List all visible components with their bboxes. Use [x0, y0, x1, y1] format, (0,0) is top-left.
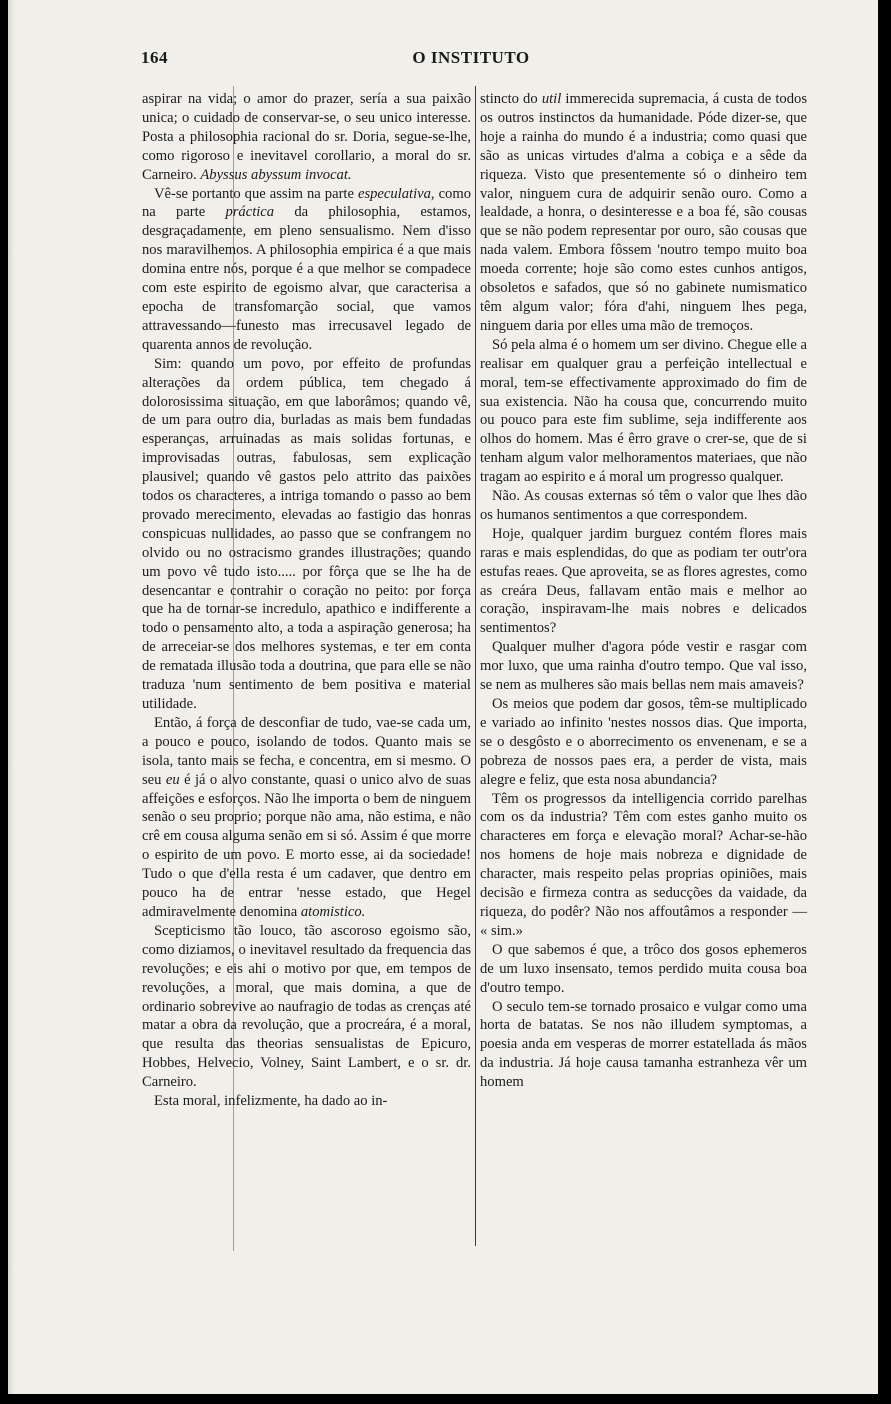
text-run: O seculo tem-se tornado prosaico e vulgar como uma horta de batatas. Se nos não illudem symptomas, a poesia anda em vesperas de morrer estatellada ás mãos da industria. Já hoje causa tamanha estranheza vêr um homem — [480, 998, 807, 1091]
column-divider — [475, 86, 476, 1246]
italic-text: Abyssus abyssum invocat. — [200, 166, 352, 183]
book-page — [8, 0, 878, 1394]
paragraph — [480, 638, 807, 695]
paragraph — [480, 336, 807, 487]
text-run: Só pela alma é o homem um ser divino. Chegue elle a realisar em qualquer grau a perfeição intellectual e moral, tem-se effectivamente approximado do fim de sua existencia. Não ha cousa que, concurrendo muito ou pouco para este fim sublime, seja indifferente aos olhos do homem. Mas é êrro grave o crer-se, que de si tenham algum valor melhoramentos materiaes, que não tragam ao espirito e á moral um progresso qualquer. — [480, 336, 807, 486]
italic-text: especulativa, — [357, 185, 435, 202]
italic-text: práctica — [225, 204, 275, 221]
paragraph — [142, 714, 471, 922]
text-run: Não. As cousas externas só têm o valor que lhes dão os humanos sentimentos a que correspondem. — [480, 488, 807, 523]
paragraph — [480, 941, 807, 998]
paragraph — [480, 695, 807, 790]
paragraph — [480, 90, 807, 336]
paragraph — [142, 922, 471, 1092]
paragraph — [480, 525, 807, 638]
text-run: Esta moral, infelizmente, ha dado ao in- — [154, 1093, 388, 1110]
paragraph — [142, 185, 471, 355]
running-header — [141, 48, 801, 74]
text-run: como na parte — [142, 185, 471, 221]
paragraph — [480, 790, 807, 941]
italic-text: util — [541, 91, 562, 107]
running-title: O INSTITUTO — [412, 48, 530, 67]
text-run: Scepticismo tão louco, tão ascoroso egoismo são, como diziamos, o inevitavel resultado da frequencia das revoluções; e eis ahi o motivo por que, em tempos de revoluções, a moral, que mais domina, a que de ordinario sobrevive ao naufragio de todas as crenças até matar a obra da revolução, que a procreára, é a moral, que resulta das theorias sensualistas de Epicuro, Hobbes, Helvecio, Volney, Saint Lambert, e o sr. dr. Carneiro. — [142, 922, 471, 1091]
text-run: O que sabemos é que, a trôco dos gosos ephemeros de um luxo insensato, temos perdido muita cousa boa d'outro tempo. — [480, 941, 807, 996]
page-edge-shadow — [8, 0, 14, 1394]
text-run: Sim: quando um povo, por effeito de profundas alterações da ordem pública, tem chegado á dolorosissima situação, em que laborâmos; quando vê, de um para outro dia, burladas as mais bem fundadas esperanças, arruinadas as mais solidas fortunas, e improvisadas outras, fabulosas, sem explicação plausivel; quando vê gastos pelo attrito das paixões todos os characteres, a intriga tomando o passo ao bem provado merecimento, elevadas ao fastigio das honras conspicuas nullidades, ao passo que se confrangem no olvido ou no ostracismo grandes illustrações; quando um povo vê tudo isto..... por fôrça que se lhe ha de desencantar e contrahir o coração no peito: por força que ha de tornar-se incredulo, apathico e indifferente a todo o pensamento alto, a toda a aspiração generosa; ha de arreceiar-se dos melhores systemas, e ter em conta de rematada illusão toda a doutrina, que para elle se não traduza 'num sentimento de bem positiva e material utilidade. — [142, 355, 471, 712]
italic-text: atomistico. — [300, 903, 366, 920]
right-column — [480, 90, 807, 1092]
text-run: immerecida supremacia, á custa de todos os outros instinctos da humanidade. Póde dizer-se, que hoje a rainha do mundo é a industria; como quasi que são as unicas virtudes d'alma a cobiça e a sêde da riqueza. Visto que presentemente só o dinheiro tem valor, ninguem cura de adquirir senão ouro. Como a lealdade, a honra, o desinteresse e a boa fé, são cousas que se não podem representar por ouro, são cousas que nada valem. Embora fôssem 'noutro tempo muito boa moeda corrente; hoje são como estes cunhos antigos, obsoletos e safados, que só no gabinete numismatico têm algum valor; fóra d'ahi, ninguem lhes pega, ninguem daria por elles uma mão de tremoços. — [480, 91, 807, 334]
paragraph — [142, 355, 471, 714]
paragraph — [142, 90, 471, 185]
paragraph — [142, 1092, 471, 1111]
italic-text: eu — [165, 771, 180, 788]
text-run: é já o alvo constante, quasi o unico alvo de suas affeições e esforços. Não lhe importa o bem de ninguem senão o seu proprio; porque não ama, não estima, e não crê em cousa alguma senão em si só. Assim é que morre o espirito de um povo. E morto esse, ai da sociedade! Tudo o que d'ella resta é um cadaver, que dentro em pouco ha de entrar 'nesse estado, que Hegel admiravelmente denomina — [142, 771, 471, 920]
text-run: Têm os progressos da intelligencia corrido parelhas com os da industria? Têm com estes ganho muito os characteres em força e elevação moral? Achar-se-hão nos homens de hoje mais nobreza e dignidade de character, mais respeito pelas proprias opiniões, mais decisão e firmeza contra as seducções da vaidade, da riqueza, do podêr? Não nos affoutâmos a responder — « sim.» — [480, 790, 807, 939]
text-run: stincto do — [480, 91, 542, 107]
text-run: Vê-se portanto que assim na parte — [154, 185, 358, 202]
text-run: Hoje, qualquer jardim burguez contém flores mais raras e mais esplendidas, do que as podiam ter outr'ora estufas reaes. Que aproveita, se as flores agrestes, como as creára Deus, fallavam então mais e melhor ao coração, inspiravam-lhe mais nobres e delicados sentimentos? — [480, 525, 807, 637]
left-column — [142, 90, 471, 1111]
text-run: da philosophia, estamos, desgraçadamente, em pleno sensualismo. Nem d'isso nos maravilhemos. A philosophia empirica é a que mais domina entre nós, porque é a que melhor se compadece com este espirito de egoismo alvar, que caracterisa a epocha de transfomarção social, que vamos attravessando—funesto mas irrecusavel legado de quarenta annos de revolução. — [142, 204, 471, 353]
text-run: aspirar na vida; o amor do prazer, sería a sua paixão unica; o cuidado de conservar-se, o seu unico interesse. Posta a philosophia racional do sr. Doria, segue-se-lhe, como rigoroso e inevitavel corollario, a moral do sr. Carneiro. — [142, 91, 471, 183]
page-number: 164 — [141, 48, 168, 67]
paragraph — [480, 998, 807, 1093]
text-run: Então, á força de desconfiar de tudo, vae-se cada um, a pouco e pouco, isolando de todos. Quanto mais se isola, tanto mais se fecha, e concentra, em si mesmo. O seu — [142, 714, 471, 788]
text-run: Os meios que podem dar gosos, têm-se multiplicado e variado ao infinito 'nestes nossos dias. Que importa, se o desgôsto e o aborrecimento os envenenam, e se a pobreza de nossos paes era, a perder de vista, mais alegre e feliz, que esta nosa abundancia? — [480, 696, 807, 788]
text-run: Qualquer mulher d'agora póde vestir e rasgar com mor luxo, que uma rainha d'outro tempo. Que val isso, se nem as mulheres são mais bellas nem mais amaveis? — [480, 639, 807, 694]
paragraph — [480, 487, 807, 525]
